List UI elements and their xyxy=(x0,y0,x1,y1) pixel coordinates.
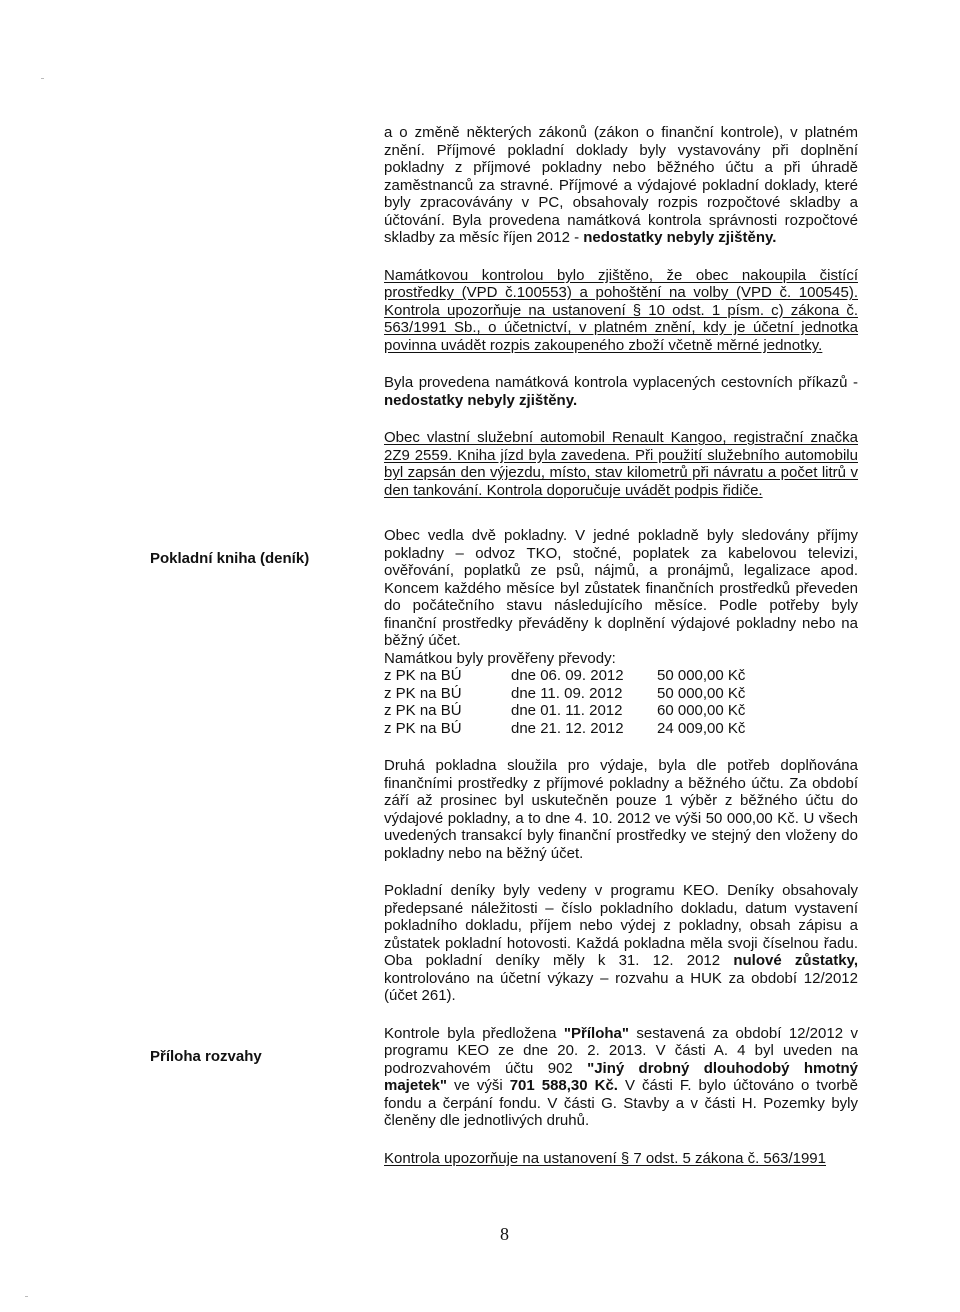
transfer-row xyxy=(384,702,745,720)
transfers-table xyxy=(384,667,745,737)
transfer-route: z PK na BÚ xyxy=(384,667,462,684)
paragraph-cash-journals xyxy=(384,882,858,1005)
side-heading-cash-book: Pokladní kniha (deník) xyxy=(150,550,310,567)
paragraph-text: Byla provedena namátková kontrola vyplacených cestovních příkazů - xyxy=(384,374,858,391)
transfer-route: z PK na BÚ xyxy=(384,684,462,702)
transfer-date: dne 06. 09. 2012 xyxy=(511,667,624,684)
transfer-amount: 60 000,00 Kč xyxy=(657,702,746,719)
transfers-intro: Namátkou byly prověřeny převody: xyxy=(384,649,616,667)
side-heading-balance-annex: Příloha rozvahy xyxy=(150,1048,262,1065)
scan-mark xyxy=(25,1296,28,1297)
transfer-date: dne 01. 11. 2012 xyxy=(511,702,623,719)
paragraph-cleaning-supplies: Namátkovou kontrolou bylo zjištěno, že obec nakoupila čistící prostředky (VPD č.100553) a pohoštění na volby (VPD č. 100545). Kontrola upozorňuje na ustanovení § 10 odst. 1 písm. c) zákona č. 563/1991 Sb., o účetnictví, v platném znění, kdy je účetní jednotka povinna uvádět rozpis zakoupeného zboží včetně měrné jednotky. xyxy=(384,266,858,354)
transfer-amount: 50 000,00 Kč xyxy=(657,684,746,702)
paragraph-travel-orders xyxy=(384,374,858,409)
transfer-date: dne 21. 12. 2012 xyxy=(511,719,624,737)
paragraph-law-notice: Kontrola upozorňuje na ustanovení § 7 odst. 5 zákona č. 563/1991 xyxy=(384,1149,826,1167)
transfer-row xyxy=(384,720,745,738)
paragraph-balance-annex xyxy=(384,1025,858,1130)
transfer-amount: 24 009,00 Kč xyxy=(657,719,746,737)
annex-title: "Příloha" xyxy=(563,1024,629,1042)
paragraph-text: ve výši xyxy=(446,1077,510,1094)
paragraph-text: Pokladní deníky byly vedeny v programu KEO. Deníky obsahovaly předepsané náležitosti – číslo pokladního dokladu, datum vystavení pokladního dokladu, příjem nebo výdej z pokladny, obsah zápisu a zůstatek pokladní hotovosti. Každá pokladna měla svoji číselnou řadu. Oba pokladní deníky měly k 31. 12. 2012 xyxy=(384,882,858,969)
paragraph-second-cash-register: Druhá pokladna sloužila pro výdaje, byla dle potřeb doplňována finančními prostředky z příjmové pokladny a běžného účtu. Za období září až prosinec byl uskutečněn pouze 1 výběr z běžného účtu do výdajové pokladny, a to dne 4. 10. 2012 ve výši 50 000,00 Kč. U všech uvedených transakcí byly finanční prostředky ve stejný den vloženy do pokladny nebo na běžný účet. xyxy=(384,757,858,862)
paragraph-text: sestavená za období 12/2012 v programu KEO ze dne 20. 2. 2013. V části A. 4 byl uveden na podrozvahovém účtu 902 xyxy=(384,1024,858,1077)
transfer-row xyxy=(384,667,745,685)
paragraph-text: Kontrole byla předložena xyxy=(384,1024,564,1042)
transfer-row xyxy=(384,685,745,703)
page-number: 8 xyxy=(500,1224,509,1244)
transfer-route: z PK na BÚ xyxy=(384,719,462,737)
paragraph-service-car: Obec vlastní služební automobil Renault Kangoo, registrační značka 2Z9 2559. Kniha jízd byla zavedena. Při použití služebního automobilu byl zapsán den výjezdu, místo, stav kilometrů při návratu a počet litrů v den tankování. Kontrola doporučuje uvádět podpis řidiče. xyxy=(384,429,858,499)
paragraph-text: a o změně některých zákonů (zákon o finanční kontrole), v platném znění. Příjmové pokladní doklady byly vystavovány při doplnění pokladny z příjmové pokladny nebo běžného účtu a při úhradě zaměstnanců za stravné. Příjmové a výdajové pokladní doklady, které byly zpracovávány v PC, obsahovaly rozpis rozpočtové skladby a účtování. Byla provedena namátková kontrola správnosti rozpočtové skladby za měsíc říjen 2012 - xyxy=(384,124,858,246)
transfer-amount: 50 000,00 Kč xyxy=(657,667,746,684)
paragraph-two-cash-registers: Obec vedla dvě pokladny. V jedné pokladně byly sledovány příjmy pokladny – odvoz TKO, stočné, poplatek za kabelovou televizi, ověřování, poplatků ze psů, nájmů, a pronájmů, legalizace apod. Koncem každého měsíce byl zůstatek finančních prostředků převeden do počátečního stavu následujícího měsíce. Podle potřeby byly finanční prostředky převáděny k doplnění výdajové pokladny nebo na běžný účet. xyxy=(384,527,858,649)
paragraph-text: kontrolováno na účetní výkazy – rozvahu a HUK za období 12/2012 (účet 261). xyxy=(384,969,858,1004)
finding-no-deficiencies: nedostatky nebyly zjištěny. xyxy=(583,229,777,246)
main-text-column xyxy=(384,124,858,1167)
zero-balances: nulové zůstatky, xyxy=(733,952,858,969)
asset-amount: 701 588,30 Kč. xyxy=(509,1077,618,1094)
finding-no-deficiencies: nedostatky nebyly zjištěny. xyxy=(384,391,578,409)
transfer-route: z PK na BÚ xyxy=(384,702,462,719)
transfer-date: dne 11. 09. 2012 xyxy=(511,684,623,702)
asset-category: "Jiný drobný dlouhodobý hmotný majetek" xyxy=(384,1059,858,1094)
paragraph-financial-control xyxy=(384,124,858,247)
paragraph-text: V části F. bylo účtováno o tvorbě fondu a čerpání fondu. V části G. Stavby a v části H. Pozemky byly členěny dle jednotlivých druhů. xyxy=(384,1077,858,1129)
scan-mark xyxy=(41,78,44,79)
